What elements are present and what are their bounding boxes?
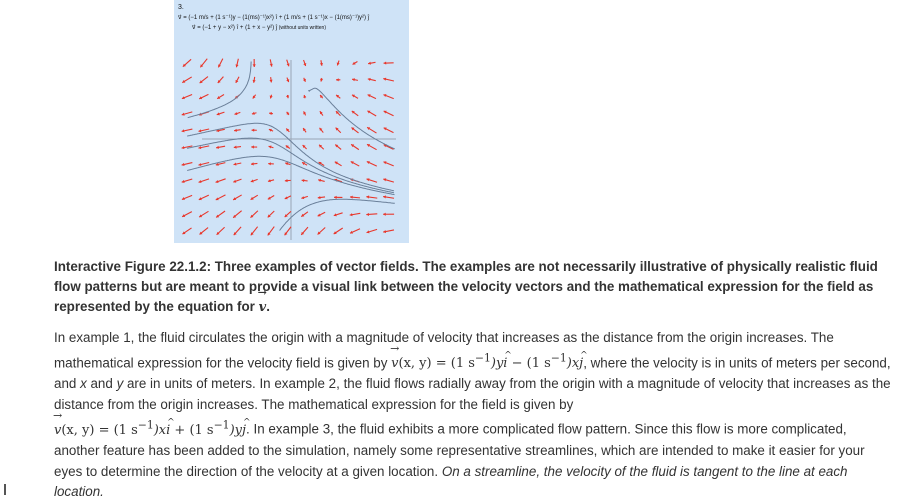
streamline xyxy=(188,62,251,118)
field-arrowhead xyxy=(268,162,271,165)
field-equation-plain: v⃗ = (−1 + y − x²) î + (1 + x − y²) ĵ xyxy=(192,25,277,31)
field-arrowhead xyxy=(252,129,255,132)
eq1-exp-b: −1 xyxy=(551,352,567,365)
eq2-args: (x, y) = (1 s xyxy=(61,423,137,438)
streamline-definition: On a streamline, the velocity of the fluid is tangent to the line at each location. xyxy=(54,464,848,500)
paragraph-part-4: . In example 3, the fluid exhibits a more complicated flow pattern. Since this flow is more complicated, another feature has been added to the simulation, namely some representative streamlines, which are intended to make it easier for your eyes to determine the direction of the velocity at a given location. xyxy=(54,422,865,479)
and-word: and xyxy=(87,376,117,391)
field-equation-with-units: v⃗ = (−1 m/s + (1 s⁻¹)y − (1(ms)⁻¹)x²) î + (1 m/s + (1 s⁻¹)x − (1(ms)⁻¹)y²) ĵ xyxy=(178,14,369,21)
eq1-unit-j: ^ j xyxy=(579,354,583,375)
field-arrowhead xyxy=(251,145,254,148)
field-arrowhead xyxy=(366,213,369,216)
field-arrowhead xyxy=(384,61,387,64)
eq1-args: (x, y) = (1 s xyxy=(399,356,475,371)
paragraph-part-2: , where the velocity is in units of meters per second, and xyxy=(54,355,891,392)
field-arrowhead xyxy=(253,64,256,67)
field-arrowhead xyxy=(350,196,353,199)
eq1-exp-a: −1 xyxy=(475,352,491,365)
equation-example-2 xyxy=(54,423,246,438)
eq1-minus: − (1 s xyxy=(507,356,550,371)
field-arrowhead xyxy=(251,162,254,165)
field-arrowhead xyxy=(334,196,337,199)
eq1-vector-v: → v xyxy=(391,354,398,375)
equation-example-1 xyxy=(391,356,583,371)
eq2-mid2: )y xyxy=(230,423,242,438)
field-arrowhead xyxy=(336,78,339,81)
y-variable: y xyxy=(117,376,124,391)
caption-vector-symbol: → v xyxy=(259,298,267,318)
eq2-exp-b: −1 xyxy=(214,418,230,431)
field-arrowhead xyxy=(285,179,288,182)
field-arrowhead xyxy=(302,179,305,182)
explanation-paragraph xyxy=(54,328,894,503)
vector-field-figure[interactable] xyxy=(174,0,409,243)
figure-caption xyxy=(54,257,890,318)
field-arrowhead xyxy=(318,196,321,199)
eq1-mid2: )x xyxy=(567,356,579,371)
field-arrowhead xyxy=(234,146,237,149)
caption-text: Interactive Figure 22.1.2: Three examples of vector fields. The examples are not necessarily illustrative of physically realistic fluid flow patterns but are meant to provide a visual link between the velocity vectors and the mathematical expression for the field as represented by the equation for xyxy=(54,259,878,314)
figure-number: 3. xyxy=(178,4,184,11)
eq2-exp-a: −1 xyxy=(138,418,154,431)
field-arrowhead xyxy=(383,213,386,216)
paragraph-part-3: are in units of meters. In example 2, the fluid flows radially away from the origin with a magnitude of velocity that increases as the distance from the origin increases. The mathematical expression for the field is given by xyxy=(54,376,891,412)
x-variable: x xyxy=(80,376,87,391)
eq2-unit-j: ^ j xyxy=(242,421,246,442)
field-equation-note: (without units written) xyxy=(279,25,326,31)
eq2-plus: + (1 s xyxy=(170,423,213,438)
paragraph-part-1: In example 1, the fluid circulates the origin with a magnitude of velocity that increases as the distance from the origin increases. The mathematical expression for the velocity field is given by xyxy=(54,330,834,370)
eq2-unit-i: ^ i xyxy=(166,421,170,442)
eq1-mid1: )y xyxy=(491,356,503,371)
field-equation-without-units xyxy=(192,24,326,31)
eq1-unit-i: ^ i xyxy=(503,354,507,375)
vector-field-plot xyxy=(174,0,409,243)
caption-end-punct: . xyxy=(266,299,270,314)
eq2-mid1: )x xyxy=(154,423,166,438)
eq2-vector-v: → v xyxy=(54,421,61,442)
page-edge-marker xyxy=(4,484,6,495)
